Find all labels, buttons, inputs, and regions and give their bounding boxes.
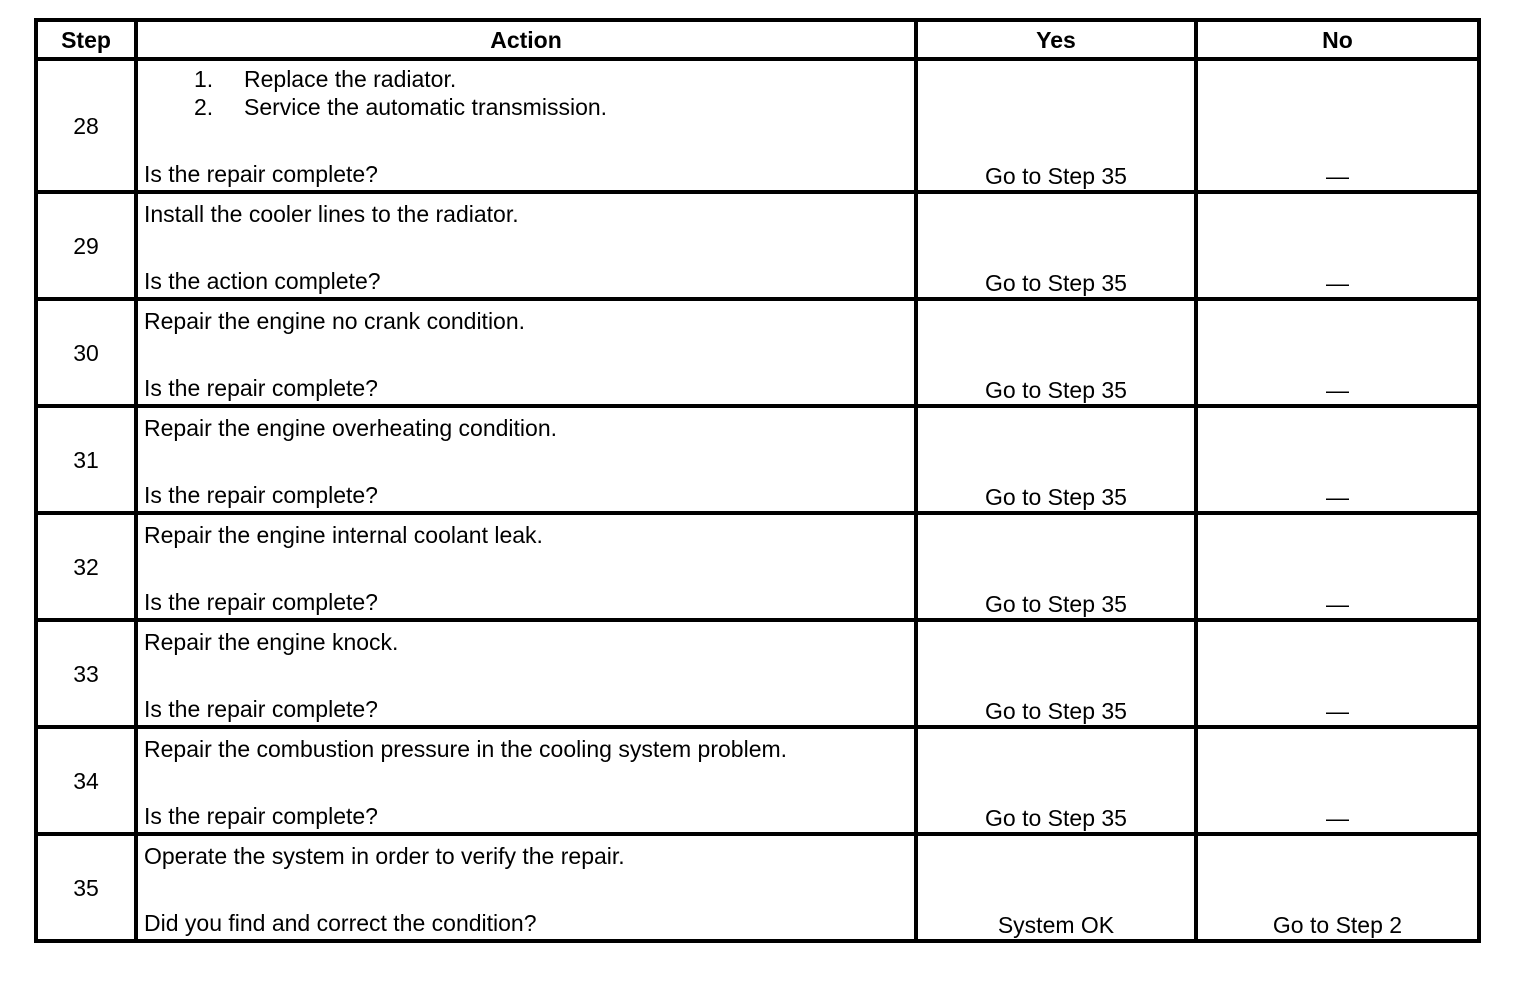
table-row xyxy=(36,59,1479,192)
question-text: Is the repair complete? xyxy=(144,375,378,401)
action-cell xyxy=(136,513,916,620)
yes-result: System OK xyxy=(916,834,1196,941)
yes-result: Go to Step 35 xyxy=(916,59,1196,192)
no-result: — xyxy=(1196,620,1479,727)
table-row xyxy=(36,192,1479,299)
diagnostic-step-table xyxy=(34,18,1481,943)
yes-result: Go to Step 35 xyxy=(916,513,1196,620)
question-text: Is the repair complete? xyxy=(144,696,378,722)
header-yes: Yes xyxy=(916,20,1196,59)
no-result: Go to Step 2 xyxy=(1196,834,1479,941)
question-text: Is the repair complete? xyxy=(144,803,378,829)
table-row xyxy=(36,299,1479,406)
header-action: Action xyxy=(136,20,916,59)
action-text: Repair the engine overheating condition. xyxy=(144,415,558,441)
step-number: 29 xyxy=(36,192,136,299)
table-row xyxy=(36,727,1479,834)
list-item-text: Replace the radiator. xyxy=(244,66,457,92)
yes-result: Go to Step 35 xyxy=(916,406,1196,513)
action-text: Repair the engine internal coolant leak. xyxy=(144,522,543,548)
step-number: 33 xyxy=(36,620,136,727)
action-cell xyxy=(136,620,916,727)
header-step: Step xyxy=(36,20,136,59)
no-result: — xyxy=(1196,406,1479,513)
action-cell xyxy=(136,192,916,299)
action-text: Repair the engine knock. xyxy=(144,629,399,655)
action-text: Install the cooler lines to the radiator. xyxy=(144,201,519,227)
yes-result: Go to Step 35 xyxy=(916,620,1196,727)
action-cell xyxy=(136,299,916,406)
list-item-text: Service the automatic transmission. xyxy=(244,94,608,120)
no-result: — xyxy=(1196,299,1479,406)
table-row xyxy=(36,834,1479,941)
action-cell xyxy=(136,406,916,513)
no-result: — xyxy=(1196,513,1479,620)
action-cell xyxy=(136,834,916,941)
question-text: Is the repair complete? xyxy=(144,482,378,508)
step-number: 35 xyxy=(36,834,136,941)
step-number: 28 xyxy=(36,59,136,192)
step-number: 32 xyxy=(36,513,136,620)
list-item-number: 1. xyxy=(194,66,214,92)
no-result: — xyxy=(1196,59,1479,192)
table-row xyxy=(36,513,1479,620)
question-text: Is the repair complete? xyxy=(144,161,378,187)
yes-result: Go to Step 35 xyxy=(916,299,1196,406)
list-item-number: 2. xyxy=(194,94,214,120)
step-number: 30 xyxy=(36,299,136,406)
question-text: Did you find and correct the condition? xyxy=(144,910,537,936)
question-text: Is the repair complete? xyxy=(144,589,378,615)
yes-result: Go to Step 35 xyxy=(916,727,1196,834)
action-text: Repair the combustion pressure in the cooling system problem. xyxy=(144,736,788,762)
action-text: Operate the system in order to verify the repair. xyxy=(144,843,625,869)
no-result: — xyxy=(1196,192,1479,299)
header-row xyxy=(36,20,1479,59)
yes-result: Go to Step 35 xyxy=(916,192,1196,299)
header-no: No xyxy=(1196,20,1479,59)
table-row xyxy=(36,620,1479,727)
question-text: Is the action complete? xyxy=(144,268,381,294)
action-cell xyxy=(136,59,916,192)
table-row xyxy=(36,406,1479,513)
action-text: Repair the engine no crank condition. xyxy=(144,308,526,334)
no-result: — xyxy=(1196,727,1479,834)
step-number: 31 xyxy=(36,406,136,513)
step-number: 34 xyxy=(36,727,136,834)
action-cell xyxy=(136,727,916,834)
